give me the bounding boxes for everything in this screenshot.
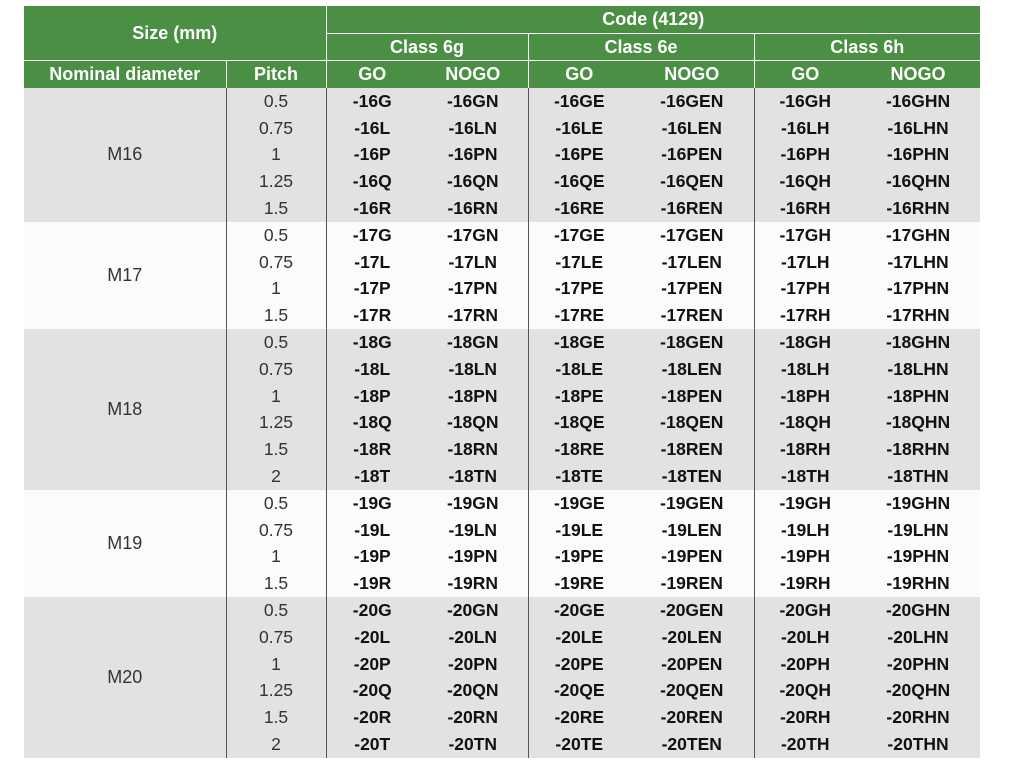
code-cell-nogo-6e: -17PEN [630, 276, 754, 303]
code-cell-nogo-6g: -16LN [418, 115, 528, 142]
code-header: Code (4129) [326, 6, 980, 34]
code-cell-go-6e: -16RE [528, 195, 630, 222]
code-cell-go-6g: -16P [326, 142, 418, 169]
pitch-cell: 1.25 [226, 168, 326, 195]
code-cell-go-6e: -16QE [528, 168, 630, 195]
code-cell-go-6h: -20RH [754, 704, 856, 731]
code-cell-go-6g: -20R [326, 704, 418, 731]
code-cell-nogo-6h: -19LHN [856, 517, 980, 544]
code-cell-nogo-6g: -19LN [418, 517, 528, 544]
code-cell-go-6h: -18GH [754, 329, 856, 356]
pitch-cell: 0.75 [226, 624, 326, 651]
pitch-cell: 1 [226, 544, 326, 571]
code-cell-nogo-6h: -17PHN [856, 276, 980, 303]
code-cell-go-6g: -17L [326, 249, 418, 276]
code-cell-nogo-6e: -18TEN [630, 463, 754, 490]
code-cell-go-6g: -20T [326, 731, 418, 758]
nominal-diameter-cell: M20 [24, 597, 226, 758]
code-cell-go-6h: -17LH [754, 249, 856, 276]
code-cell-nogo-6e: -17REN [630, 302, 754, 329]
code-cell-nogo-6h: -16PHN [856, 142, 980, 169]
code-cell-nogo-6e: -20REN [630, 704, 754, 731]
code-cell-nogo-6g: -19RN [418, 570, 528, 597]
code-cell-nogo-6e: -18QEN [630, 410, 754, 437]
code-cell-go-6g: -16R [326, 195, 418, 222]
code-cell-nogo-6e: -17LEN [630, 249, 754, 276]
pitch-cell: 1.5 [226, 195, 326, 222]
code-cell-nogo-6h: -19RHN [856, 570, 980, 597]
code-cell-nogo-6h: -18RHN [856, 436, 980, 463]
code-cell-nogo-6g: -18QN [418, 410, 528, 437]
code-cell-go-6g: -17R [326, 302, 418, 329]
code-cell-nogo-6e: -20GEN [630, 597, 754, 624]
code-cell-go-6g: -20P [326, 651, 418, 678]
pitch-cell: 0.5 [226, 490, 326, 517]
pitch-cell: 0.5 [226, 222, 326, 249]
code-cell-go-6h: -16PH [754, 142, 856, 169]
code-cell-nogo-6e: -16QEN [630, 168, 754, 195]
code-cell-go-6g: -19L [326, 517, 418, 544]
pitch-cell: 1.5 [226, 570, 326, 597]
code-cell-nogo-6e: -19GEN [630, 490, 754, 517]
code-cell-nogo-6g: -16RN [418, 195, 528, 222]
code-cell-go-6e: -18PE [528, 383, 630, 410]
pitch-cell: 0.75 [226, 249, 326, 276]
code-cell-nogo-6e: -18REN [630, 436, 754, 463]
code-cell-nogo-6h: -18LHN [856, 356, 980, 383]
code-cell-go-6h: -19GH [754, 490, 856, 517]
code-cell-go-6e: -16GE [528, 88, 630, 115]
code-cell-go-6h: -18PH [754, 383, 856, 410]
pitch-cell: 1.25 [226, 678, 326, 705]
code-cell-nogo-6h: -18THN [856, 463, 980, 490]
code-cell-go-6h: -18LH [754, 356, 856, 383]
code-cell-nogo-6e: -18GEN [630, 329, 754, 356]
pitch-cell: 0.75 [226, 356, 326, 383]
code-cell-go-6g: -20Q [326, 678, 418, 705]
code-cell-nogo-6g: -20GN [418, 597, 528, 624]
code-cell-nogo-6g: -16GN [418, 88, 528, 115]
size-header: Size (mm) [24, 6, 326, 61]
code-cell-go-6e: -17PE [528, 276, 630, 303]
pitch-cell: 1 [226, 383, 326, 410]
code-cell-go-6g: -19P [326, 544, 418, 571]
code-cell-go-6h: -17PH [754, 276, 856, 303]
code-cell-nogo-6g: -18RN [418, 436, 528, 463]
code-cell-go-6e: -18GE [528, 329, 630, 356]
code-cell-nogo-6h: -20THN [856, 731, 980, 758]
code-cell-go-6h: -20PH [754, 651, 856, 678]
code-cell-nogo-6h: -19GHN [856, 490, 980, 517]
code-cell-nogo-6e: -19REN [630, 570, 754, 597]
code-cell-go-6h: -17RH [754, 302, 856, 329]
code-cell-go-6h: -20QH [754, 678, 856, 705]
code-cell-nogo-6h: -20QHN [856, 678, 980, 705]
code-cell-nogo-6h: -16LHN [856, 115, 980, 142]
code-cell-go-6g: -16G [326, 88, 418, 115]
code-cell-go-6e: -20QE [528, 678, 630, 705]
code-cell-nogo-6h: -18GHN [856, 329, 980, 356]
code-cell-nogo-6g: -19PN [418, 544, 528, 571]
go-header-6g: GO [326, 61, 418, 89]
code-cell-nogo-6g: -18GN [418, 329, 528, 356]
pitch-cell: 1.5 [226, 302, 326, 329]
class-6h-header: Class 6h [754, 34, 980, 61]
pitch-cell: 1.5 [226, 436, 326, 463]
code-cell-nogo-6h: -18QHN [856, 410, 980, 437]
go-header-6h: GO [754, 61, 856, 89]
code-cell-nogo-6e: -19LEN [630, 517, 754, 544]
code-cell-nogo-6g: -17RN [418, 302, 528, 329]
table-row [24, 222, 980, 249]
code-cell-go-6h: -16GH [754, 88, 856, 115]
pitch-cell: 2 [226, 463, 326, 490]
code-cell-go-6h: -18RH [754, 436, 856, 463]
code-cell-nogo-6h: -16QHN [856, 168, 980, 195]
code-cell-go-6h: -20TH [754, 731, 856, 758]
go-header-6e: GO [528, 61, 630, 89]
nominal-diameter-cell: M19 [24, 490, 226, 597]
class-6g-header: Class 6g [326, 34, 528, 61]
table-body [24, 88, 980, 758]
code-cell-nogo-6g: -17PN [418, 276, 528, 303]
code-cell-go-6e: -20GE [528, 597, 630, 624]
code-cell-go-6h: -16QH [754, 168, 856, 195]
code-cell-nogo-6g: -20RN [418, 704, 528, 731]
code-cell-nogo-6h: -17LHN [856, 249, 980, 276]
code-cell-nogo-6h: -20RHN [856, 704, 980, 731]
code-cell-nogo-6e: -19PEN [630, 544, 754, 571]
code-cell-go-6g: -19G [326, 490, 418, 517]
nominal-diameter-cell: M17 [24, 222, 226, 329]
code-cell-go-6e: -17RE [528, 302, 630, 329]
code-cell-go-6e: -16PE [528, 142, 630, 169]
table-row [24, 597, 980, 624]
code-cell-nogo-6g: -16QN [418, 168, 528, 195]
code-cell-go-6g: -20G [326, 597, 418, 624]
code-cell-go-6g: -17G [326, 222, 418, 249]
code-cell-go-6g: -16L [326, 115, 418, 142]
code-cell-go-6g: -18G [326, 329, 418, 356]
code-cell-nogo-6e: -20TEN [630, 731, 754, 758]
code-cell-nogo-6g: -18LN [418, 356, 528, 383]
nogo-header-6h: NOGO [856, 61, 980, 89]
code-cell-go-6g: -19R [326, 570, 418, 597]
code-cell-nogo-6h: -20LHN [856, 624, 980, 651]
code-cell-go-6g: -17P [326, 276, 418, 303]
code-cell-go-6h: -19RH [754, 570, 856, 597]
code-cell-nogo-6h: -17GHN [856, 222, 980, 249]
code-cell-nogo-6h: -16RHN [856, 195, 980, 222]
code-cell-nogo-6h: -16GHN [856, 88, 980, 115]
pitch-cell: 0.75 [226, 517, 326, 544]
pitch-cell: 0.5 [226, 329, 326, 356]
code-cell-go-6h: -16LH [754, 115, 856, 142]
nominal-diameter-cell: M16 [24, 88, 226, 222]
code-cell-go-6e: -19RE [528, 570, 630, 597]
gauge-code-table [24, 6, 980, 758]
code-cell-nogo-6h: -18PHN [856, 383, 980, 410]
pitch-cell: 1.25 [226, 410, 326, 437]
code-cell-go-6g: -18L [326, 356, 418, 383]
code-cell-nogo-6e: -17GEN [630, 222, 754, 249]
code-cell-go-6e: -16LE [528, 115, 630, 142]
pitch-cell: 0.75 [226, 115, 326, 142]
code-cell-go-6h: -19PH [754, 544, 856, 571]
nominal-diameter-header: Nominal diameter [24, 61, 226, 89]
code-cell-go-6g: -16Q [326, 168, 418, 195]
code-cell-go-6h: -16RH [754, 195, 856, 222]
pitch-cell: 1 [226, 276, 326, 303]
code-cell-nogo-6e: -18LEN [630, 356, 754, 383]
code-cell-go-6h: -20LH [754, 624, 856, 651]
code-cell-nogo-6g: -20PN [418, 651, 528, 678]
code-cell-go-6e: -18TE [528, 463, 630, 490]
code-cell-go-6h: -17GH [754, 222, 856, 249]
code-cell-go-6e: -19PE [528, 544, 630, 571]
code-cell-go-6e: -20TE [528, 731, 630, 758]
pitch-header: Pitch [226, 61, 326, 89]
code-cell-nogo-6h: -20GHN [856, 597, 980, 624]
table-row [24, 490, 980, 517]
code-cell-go-6g: -20L [326, 624, 418, 651]
code-cell-go-6e: -18QE [528, 410, 630, 437]
code-cell-go-6g: -18P [326, 383, 418, 410]
code-cell-nogo-6g: -18PN [418, 383, 528, 410]
pitch-cell: 0.5 [226, 88, 326, 115]
code-cell-go-6e: -17GE [528, 222, 630, 249]
code-cell-nogo-6e: -16GEN [630, 88, 754, 115]
code-cell-nogo-6e: -20LEN [630, 624, 754, 651]
pitch-cell: 1 [226, 651, 326, 678]
code-cell-nogo-6e: -16PEN [630, 142, 754, 169]
code-cell-nogo-6g: -17LN [418, 249, 528, 276]
nogo-header-6e: NOGO [630, 61, 754, 89]
code-cell-nogo-6e: -20PEN [630, 651, 754, 678]
code-cell-go-6e: -19LE [528, 517, 630, 544]
code-cell-go-6e: -20PE [528, 651, 630, 678]
code-cell-go-6h: -18TH [754, 463, 856, 490]
table-header [24, 6, 980, 88]
code-cell-nogo-6g: -18TN [418, 463, 528, 490]
code-cell-nogo-6h: -17RHN [856, 302, 980, 329]
code-cell-go-6g: -18R [326, 436, 418, 463]
code-cell-nogo-6g: -17GN [418, 222, 528, 249]
code-cell-nogo-6g: -20QN [418, 678, 528, 705]
code-cell-go-6h: -18QH [754, 410, 856, 437]
pitch-cell: 2 [226, 731, 326, 758]
code-cell-go-6e: -18LE [528, 356, 630, 383]
class-6e-header: Class 6e [528, 34, 754, 61]
pitch-cell: 0.5 [226, 597, 326, 624]
nominal-diameter-cell: M18 [24, 329, 226, 490]
code-cell-nogo-6g: -20LN [418, 624, 528, 651]
code-cell-nogo-6e: -16REN [630, 195, 754, 222]
code-cell-nogo-6h: -19PHN [856, 544, 980, 571]
table-row [24, 88, 980, 115]
code-cell-nogo-6h: -20PHN [856, 651, 980, 678]
code-cell-go-6e: -17LE [528, 249, 630, 276]
code-cell-nogo-6g: -20TN [418, 731, 528, 758]
code-cell-go-6h: -19LH [754, 517, 856, 544]
code-cell-go-6h: -20GH [754, 597, 856, 624]
pitch-cell: 1.5 [226, 704, 326, 731]
table-row [24, 329, 980, 356]
code-cell-nogo-6g: -19GN [418, 490, 528, 517]
code-cell-go-6e: -18RE [528, 436, 630, 463]
pitch-cell: 1 [226, 142, 326, 169]
code-cell-nogo-6e: -16LEN [630, 115, 754, 142]
code-cell-go-6g: -18Q [326, 410, 418, 437]
code-cell-nogo-6g: -16PN [418, 142, 528, 169]
code-cell-go-6e: -19GE [528, 490, 630, 517]
code-cell-go-6e: -20LE [528, 624, 630, 651]
code-cell-go-6e: -20RE [528, 704, 630, 731]
nogo-header-6g: NOGO [418, 61, 528, 89]
code-cell-nogo-6e: -20QEN [630, 678, 754, 705]
code-cell-nogo-6e: -18PEN [630, 383, 754, 410]
code-cell-go-6g: -18T [326, 463, 418, 490]
